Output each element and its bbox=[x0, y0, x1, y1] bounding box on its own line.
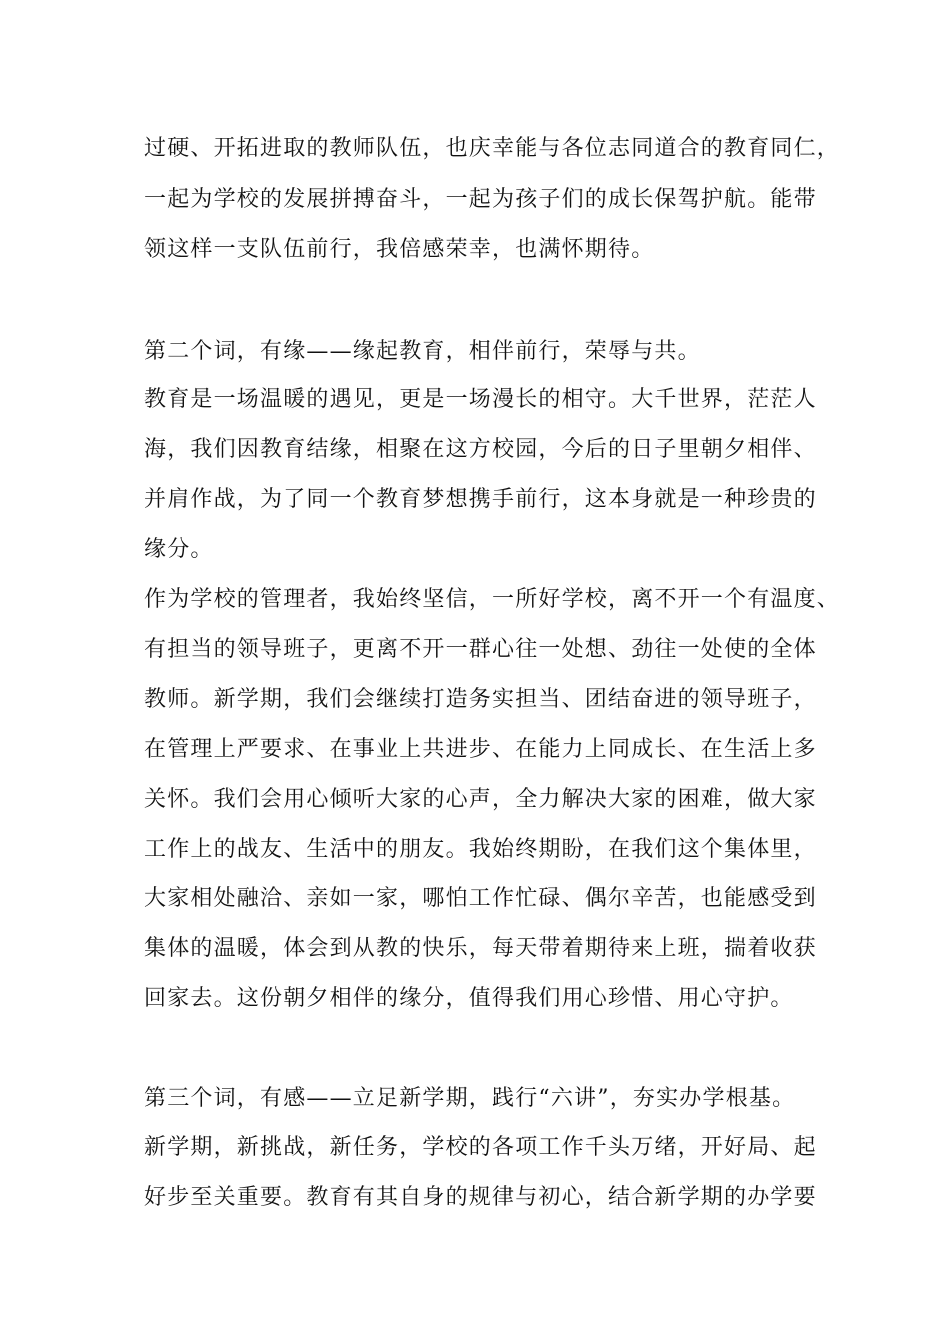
section-heading: 第二个词，有缘——缘起教育，相伴前行，荣辱与共。 bbox=[144, 339, 701, 364]
text-line: 过硬、开拓进取的教师队伍，也庆幸能与各位志同道合的教育同仁， bbox=[144, 136, 841, 161]
text-line: 好步至关重要。教育有其自身的规律与初心，结合新学期的办学要 bbox=[144, 1185, 817, 1210]
text-line: 大家相处融洽、亲如一家，哪怕工作忙碌、偶尔辛苦，也能感受到 bbox=[144, 886, 817, 911]
text-line: 领这样一支队伍前行，我倍感荣幸，也满怀期待。 bbox=[144, 237, 655, 262]
section-heading: 第三个词，有感——立足新学期，践行“六讲”，夯实办学根基。 bbox=[144, 1086, 796, 1111]
text-line: 在管理上严要求、在事业上共进步、在能力上同成长、在生活上多 bbox=[144, 737, 817, 762]
text-line: 有担当的领导班子，更离不开一群心往一处想、劲往一处使的全体 bbox=[144, 637, 817, 662]
text-line: 一起为学校的发展拼搏奋斗，一起为孩子们的成长保驾护航。能带 bbox=[144, 187, 817, 212]
text-line: 并肩作战，为了同一个教育梦想携手前行，这本身就是一种珍贵的 bbox=[144, 487, 817, 512]
text-line: 教师。新学期，我们会继续打造务实担当、团结奋进的领导班子， bbox=[144, 687, 817, 712]
text-line: 集体的温暖，体会到从教的快乐，每天带着期待来上班，揣着收获 bbox=[144, 936, 817, 961]
text-line: 新学期，新挑战，新任务，学校的各项工作千头万绪，开好局、起 bbox=[144, 1135, 817, 1160]
text-line: 教育是一场温暖的遇见，更是一场漫长的相守。大千世界，茫茫人 bbox=[144, 387, 817, 412]
text-line: 作为学校的管理者，我始终坚信，一所好学校，离不开一个有温度、 bbox=[144, 587, 841, 612]
text-line: 海，我们因教育结缘，相聚在这方校园，今后的日子里朝夕相伴、 bbox=[144, 437, 817, 462]
text-line: 关怀。我们会用心倾听大家的心声，全力解决大家的困难，做大家 bbox=[144, 787, 817, 812]
text-line: 回家去。这份朝夕相伴的缘分，值得我们用心珍惜、用心守护。 bbox=[144, 986, 794, 1011]
text-line: 缘分。 bbox=[144, 537, 214, 562]
text-line: 工作上的战友、生活中的朋友。我始终期盼，在我们这个集体里， bbox=[144, 837, 817, 862]
